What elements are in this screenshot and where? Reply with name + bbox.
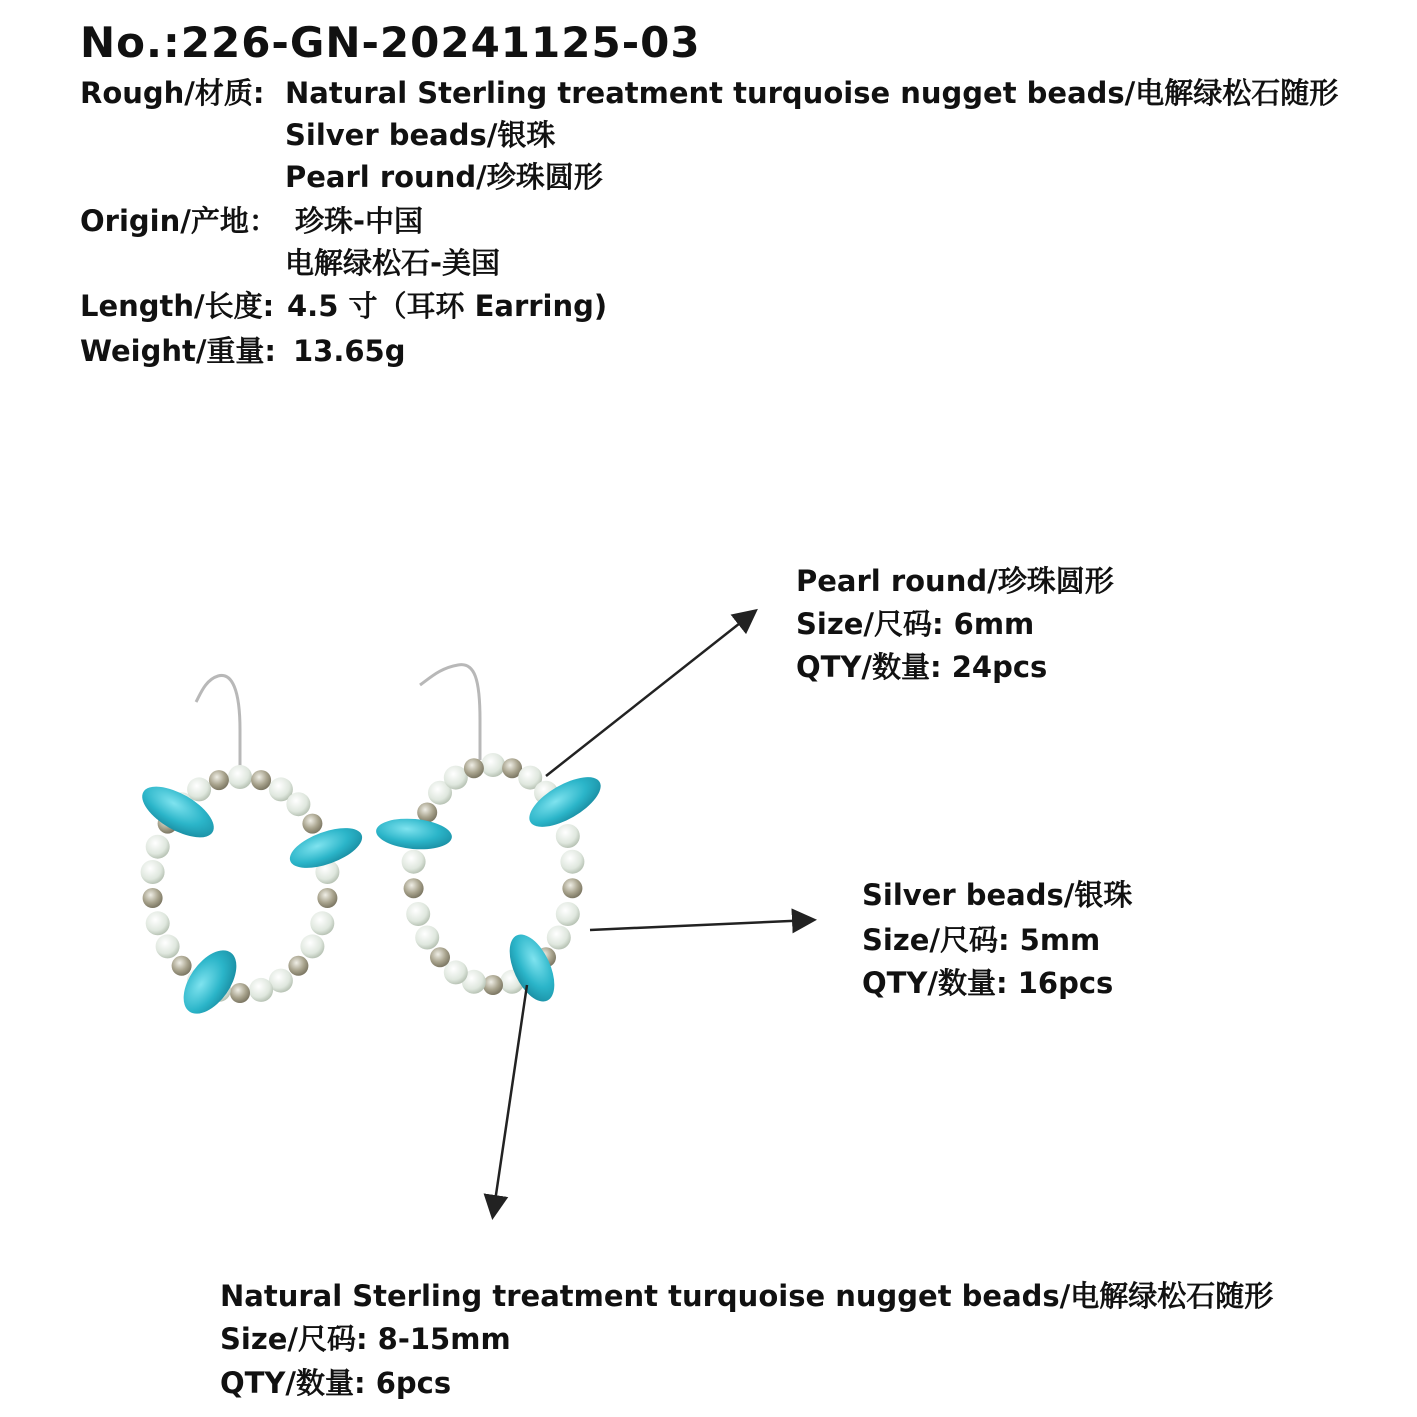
silver-callout-qty: QTY/数量: 16pcs [862,966,1114,1000]
left-pearl-bead [249,978,273,1002]
left-turquoise-3 [173,941,247,1023]
left-pearl-bead [300,934,324,958]
left-silver-bead [317,888,337,908]
right-pearl-bead [556,902,580,926]
right-pearl-bead [560,850,584,874]
left-pearl-bead [146,835,170,859]
left-pearl-bead [286,792,310,816]
left-pearl-bead [141,860,165,884]
left-pearl-bead [156,934,180,958]
product-number: No.:226-GN-20241125-03 [80,18,701,67]
right-pearl-bead [415,926,439,950]
right-earring [375,665,608,1009]
left-silver-bead [251,770,271,790]
right-pearl-bead [481,753,505,777]
right-silver-bead [417,803,437,823]
pearl-callout-size: Size/尺码: 6mm [796,607,1035,641]
left-silver-bead [288,956,308,976]
left-silver-bead [172,956,192,976]
right-pearl-bead [406,902,430,926]
rough-line-pearl: Pearl round/珍珠圆形 [285,160,603,194]
right-pearl-bead [556,824,580,848]
left-pearl-bead [146,911,170,935]
right-silver-bead [404,878,424,898]
origin-label: Origin/产地： [80,204,278,238]
rough-label: Rough/材质: [80,76,265,110]
left-pearl-bead [228,765,252,789]
right-turquoise-1 [375,816,453,853]
right-pearl-bead [402,850,426,874]
left-pearl-bead [187,777,211,801]
left-ear-hook [196,675,240,772]
rough-line-silver: Silver beads/银珠 [285,118,556,152]
length-label: Length/长度: [80,289,275,323]
rough-line-turquoise: Natural Sterling treatment turquoise nugget beads/电解绿松石随形 [285,76,1339,110]
arrow-silver [590,920,812,930]
right-pearl-bead [547,926,571,950]
pearl-callout-qty: QTY/数量: 24pcs [796,650,1048,684]
origin-line-pearl: 珍珠-中国 [295,204,424,238]
right-silver-bead [483,975,503,995]
origin-line-turquoise: 电解绿松石-美国 [285,246,501,280]
arrow-pearl [546,612,754,776]
left-silver-bead [143,888,163,908]
right-ear-hook [420,665,480,760]
weight-value: 13.65g [293,334,406,368]
left-silver-bead [209,770,229,790]
right-silver-bead [562,878,582,898]
left-pearl-bead [310,911,334,935]
left-silver-bead [230,983,250,1003]
left-silver-bead [302,814,322,834]
turquoise-callout-qty: QTY/数量: 6pcs [220,1366,452,1400]
length-value: 4.5 寸（耳环 Earring) [287,289,608,323]
left-earring [134,675,367,1023]
silver-callout-name: Silver beads/银珠 [862,878,1133,912]
weight-label: Weight/重量: [80,334,277,368]
arrow-turquoise [493,985,527,1215]
right-silver-bead [464,758,484,778]
pearl-callout-name: Pearl round/珍珠圆形 [796,564,1114,598]
turquoise-callout-size: Size/尺码: 8-15mm [220,1322,511,1356]
silver-callout-size: Size/尺码: 5mm [862,923,1101,957]
right-silver-bead [430,947,450,967]
turquoise-callout-name: Natural Sterling treatment turquoise nugget beads/电解绿松石随形 [220,1279,1274,1313]
